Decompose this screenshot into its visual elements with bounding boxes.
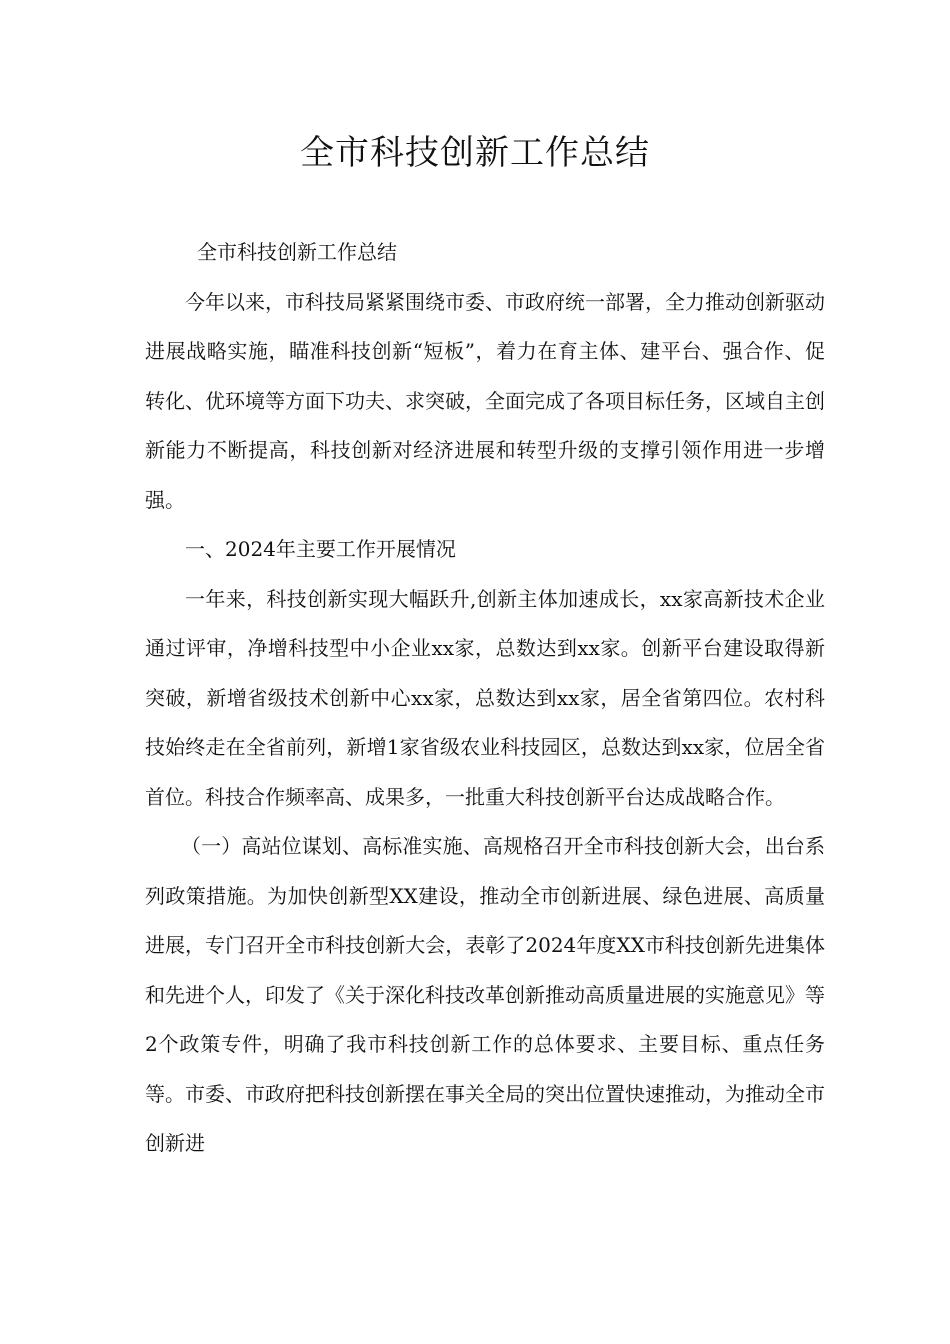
document-body [145, 228, 825, 1169]
subtitle-paragraph: 全市科技创新工作总结 [197, 240, 397, 264]
intro-paragraph: 今年以来，市科技局紧紧围绕市委、市政府统一部署，全力推动创新驱动进展战略实施，瞄准科技创新“短板”，着力在育主体、建平台、强合作、促转化、优环境等方面下功夫、求突破，全面完成了各项目标任务，区域自主创新能力不断提高，科技创新对经济进展和转型升级的支撑引领作用进一步增强。 [145, 289, 825, 512]
document-title: 全市科技创新工作总结 [300, 133, 650, 173]
summary-paragraph: 一年来，科技创新实现大幅跃升,创新主体加速成长，xx家高新技术企业通过评审，净增科技型中小企业xx家，总数达到xx家。创新平台建设取得新突破，新增省级技术创新中心xx家，总数达到xx家，居全省第四位。农村科技始终走在全省前列，新增1家省级农业科技园区，总数达到xx家，位居全省首位。科技合作频率高、成果多，一批重大科技创新平台达成战略合作。 [145, 586, 825, 809]
section-heading: 一、2024年主要工作开展情况 [185, 537, 456, 561]
item-one-paragraph: （一）高站位谋划、高标准实施、高规格召开全市科技创新大会，出台系列政策措施。为加快创新型XX建设，推动全市创新进展、绿色进展、高质量进展，专门召开全市科技创新大会，表彰了2024年度XX市科技创新先进集体和先进个人，印发了《关于深化科技改革创新推动高质量进展的实施意见》等2个政策专件，明确了我市科技创新工作的总体要求、主要目标、重点任务等。市委、市政府把科技创新摆在事关全局的突出位置快速推动，为推动全市创新进 [145, 834, 825, 1155]
